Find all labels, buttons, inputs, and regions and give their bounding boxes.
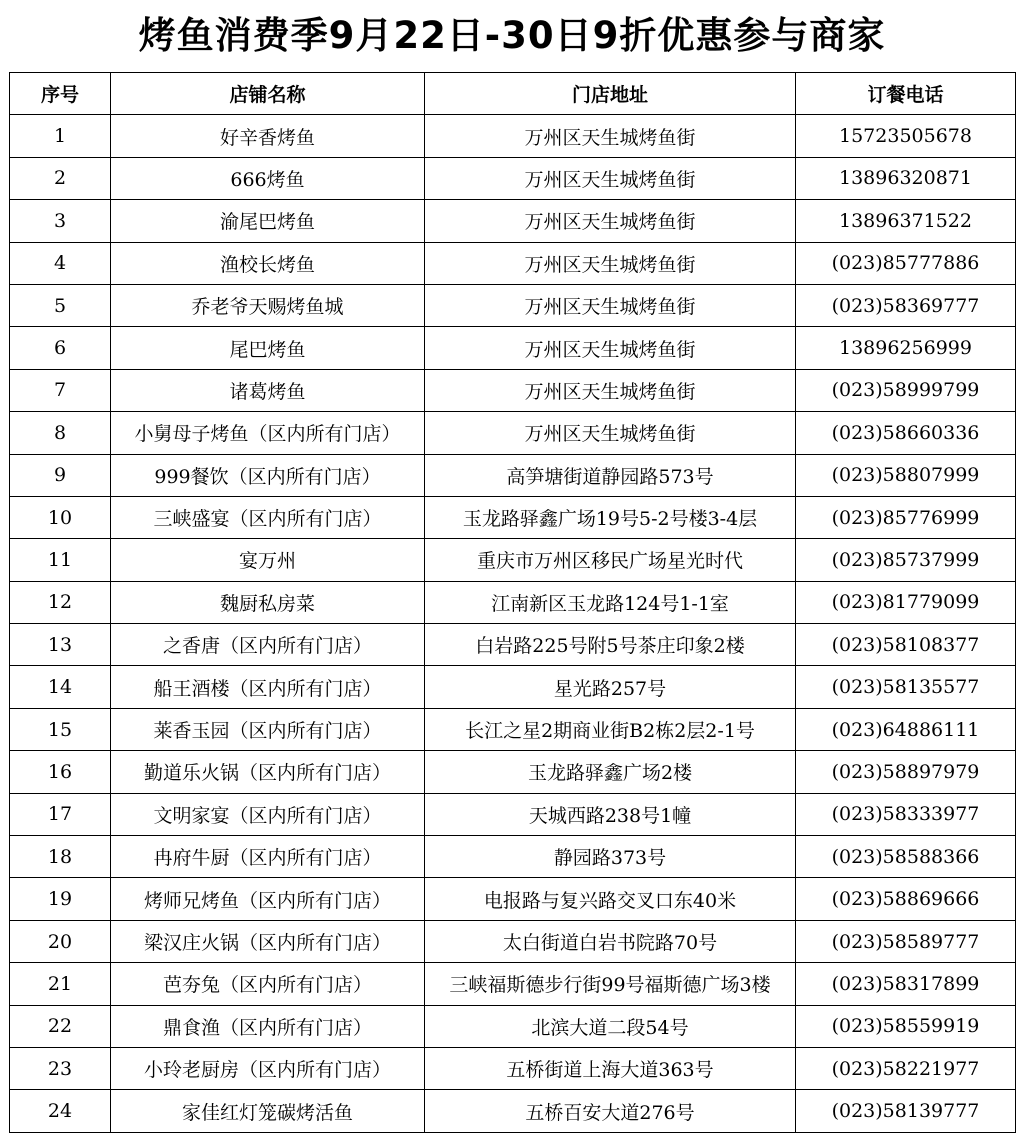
cell-phone: 13896320871	[796, 157, 1016, 199]
cell-phone: (023)58108377	[796, 624, 1016, 666]
table-row	[10, 624, 1016, 666]
cell-address: 万州区天生城烤鱼街	[425, 157, 796, 199]
cell-store-name: 小玲老厨房（区内所有门店）	[111, 1047, 425, 1089]
table-row	[10, 666, 1016, 708]
cell-phone: (023)58559919	[796, 1005, 1016, 1047]
cell-index: 13	[10, 624, 111, 666]
cell-store-name: 诸葛烤鱼	[111, 369, 425, 411]
cell-phone: (023)85737999	[796, 539, 1016, 581]
cell-address: 万州区天生城烤鱼街	[425, 242, 796, 284]
cell-phone: (023)85777886	[796, 242, 1016, 284]
cell-address: 高笋塘街道静园路573号	[425, 454, 796, 496]
cell-address: 玉龙路驿鑫广场19号5-2号楼3-4层	[425, 496, 796, 538]
table-row	[10, 708, 1016, 750]
cell-index: 15	[10, 708, 111, 750]
cell-store-name: 乔老爷天赐烤鱼城	[111, 284, 425, 326]
cell-phone: (023)58333977	[796, 793, 1016, 835]
cell-store-name: 冉府牛厨（区内所有门店）	[111, 836, 425, 878]
cell-address: 万州区天生城烤鱼街	[425, 327, 796, 369]
cell-address: 玉龙路驿鑫广场2楼	[425, 751, 796, 793]
header-store-name: 店铺名称	[111, 73, 425, 115]
cell-phone: (023)58588366	[796, 836, 1016, 878]
cell-phone: (023)58897979	[796, 751, 1016, 793]
table-row	[10, 115, 1016, 157]
cell-index: 18	[10, 836, 111, 878]
table-row	[10, 157, 1016, 199]
table-row	[10, 878, 1016, 920]
cell-phone: (023)58135577	[796, 666, 1016, 708]
cell-store-name: 三峡盛宴（区内所有门店）	[111, 496, 425, 538]
table-body	[10, 115, 1016, 1132]
table-row	[10, 412, 1016, 454]
table-row	[10, 1090, 1016, 1132]
cell-address: 太白街道白岩书院路70号	[425, 920, 796, 962]
cell-index: 4	[10, 242, 111, 284]
cell-index: 11	[10, 539, 111, 581]
cell-address: 五桥百安大道276号	[425, 1090, 796, 1132]
table-row	[10, 200, 1016, 242]
cell-address: 万州区天生城烤鱼街	[425, 284, 796, 326]
cell-store-name: 船王酒楼（区内所有门店）	[111, 666, 425, 708]
table-header-row	[10, 73, 1016, 115]
cell-store-name: 999餐饮（区内所有门店）	[111, 454, 425, 496]
cell-store-name: 梁汉庄火锅（区内所有门店）	[111, 920, 425, 962]
cell-index: 9	[10, 454, 111, 496]
header-index: 序号	[10, 73, 111, 115]
table-row	[10, 1047, 1016, 1089]
cell-index: 7	[10, 369, 111, 411]
table-row	[10, 496, 1016, 538]
cell-index: 24	[10, 1090, 111, 1132]
cell-address: 万州区天生城烤鱼街	[425, 115, 796, 157]
cell-phone: (023)58589777	[796, 920, 1016, 962]
cell-phone: 15723505678	[796, 115, 1016, 157]
cell-index: 6	[10, 327, 111, 369]
cell-index: 22	[10, 1005, 111, 1047]
table-row	[10, 963, 1016, 1005]
cell-index: 16	[10, 751, 111, 793]
cell-store-name: 666烤鱼	[111, 157, 425, 199]
cell-store-name: 之香唐（区内所有门店）	[111, 624, 425, 666]
table-row	[10, 751, 1016, 793]
cell-phone: (023)85776999	[796, 496, 1016, 538]
cell-index: 3	[10, 200, 111, 242]
header-address: 门店地址	[425, 73, 796, 115]
cell-address: 重庆市万州区移民广场星光时代	[425, 539, 796, 581]
cell-store-name: 文明家宴（区内所有门店）	[111, 793, 425, 835]
table-row	[10, 369, 1016, 411]
cell-index: 17	[10, 793, 111, 835]
cell-phone: (023)58221977	[796, 1047, 1016, 1089]
cell-store-name: 渝尾巴烤鱼	[111, 200, 425, 242]
cell-index: 5	[10, 284, 111, 326]
table-row	[10, 284, 1016, 326]
cell-address: 电报路与复兴路交叉口东40米	[425, 878, 796, 920]
cell-address: 三峡福斯德步行街99号福斯德广场3楼	[425, 963, 796, 1005]
cell-phone: (023)58999799	[796, 369, 1016, 411]
table-row	[10, 920, 1016, 962]
cell-store-name: 好辛香烤鱼	[111, 115, 425, 157]
cell-phone: (023)58369777	[796, 284, 1016, 326]
cell-store-name: 小舅母子烤鱼（区内所有门店）	[111, 412, 425, 454]
cell-store-name: 宴万州	[111, 539, 425, 581]
page-title: 烤鱼消费季9月22日-30日9折优惠参与商家	[138, 14, 886, 57]
cell-phone: (023)58139777	[796, 1090, 1016, 1132]
cell-address: 北滨大道二段54号	[425, 1005, 796, 1047]
cell-phone: (023)64886111	[796, 708, 1016, 750]
cell-store-name: 渔校长烤鱼	[111, 242, 425, 284]
table-row	[10, 539, 1016, 581]
cell-index: 14	[10, 666, 111, 708]
cell-index: 23	[10, 1047, 111, 1089]
cell-phone: (023)58869666	[796, 878, 1016, 920]
cell-address: 长江之星2期商业街B2栋2层2-1号	[425, 708, 796, 750]
cell-phone: 13896256999	[796, 327, 1016, 369]
cell-phone: (023)58660336	[796, 412, 1016, 454]
cell-store-name: 家佳红灯笼碳烤活鱼	[111, 1090, 425, 1132]
cell-phone: (023)58807999	[796, 454, 1016, 496]
header-phone: 订餐电话	[796, 73, 1016, 115]
cell-address: 江南新区玉龙路124号1-1室	[425, 581, 796, 623]
cell-store-name: 勤道乐火锅（区内所有门店）	[111, 751, 425, 793]
cell-index: 20	[10, 920, 111, 962]
cell-index: 10	[10, 496, 111, 538]
cell-phone: 13896371522	[796, 200, 1016, 242]
cell-index: 19	[10, 878, 111, 920]
cell-address: 天城西路238号1幢	[425, 793, 796, 835]
table-row	[10, 836, 1016, 878]
cell-address: 静园路373号	[425, 836, 796, 878]
table-row	[10, 242, 1016, 284]
cell-index: 12	[10, 581, 111, 623]
cell-index: 8	[10, 412, 111, 454]
cell-address: 星光路257号	[425, 666, 796, 708]
cell-store-name: 芭夯兔（区内所有门店）	[111, 963, 425, 1005]
cell-store-name: 魏厨私房菜	[111, 581, 425, 623]
cell-address: 万州区天生城烤鱼街	[425, 369, 796, 411]
table-row	[10, 454, 1016, 496]
table-row	[10, 581, 1016, 623]
cell-address: 万州区天生城烤鱼街	[425, 412, 796, 454]
table-row	[10, 793, 1016, 835]
cell-store-name: 莱香玉园（区内所有门店）	[111, 708, 425, 750]
cell-address: 万州区天生城烤鱼街	[425, 200, 796, 242]
cell-index: 21	[10, 963, 111, 1005]
cell-phone: (023)58317899	[796, 963, 1016, 1005]
merchant-table	[9, 72, 1016, 1133]
table-row	[10, 327, 1016, 369]
cell-phone: (023)81779099	[796, 581, 1016, 623]
cell-index: 2	[10, 157, 111, 199]
table-row	[10, 1005, 1016, 1047]
cell-index: 1	[10, 115, 111, 157]
cell-address: 五桥街道上海大道363号	[425, 1047, 796, 1089]
cell-store-name: 尾巴烤鱼	[111, 327, 425, 369]
cell-store-name: 烤师兄烤鱼（区内所有门店）	[111, 878, 425, 920]
cell-address: 白岩路225号附5号茶庄印象2楼	[425, 624, 796, 666]
cell-store-name: 鼎食渔（区内所有门店）	[111, 1005, 425, 1047]
